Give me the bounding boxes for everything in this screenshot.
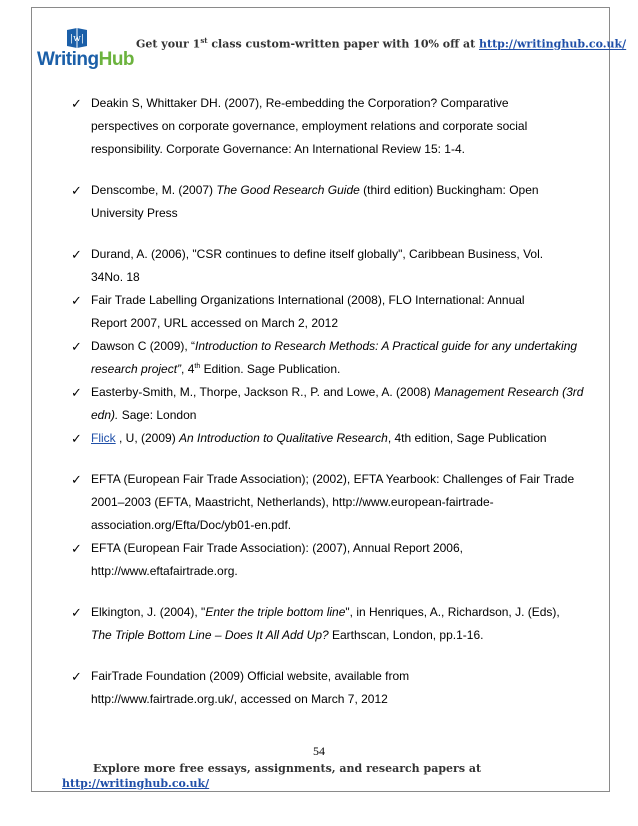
svg-text:|w|: |w| [70, 34, 84, 44]
logo-wordmark [37, 50, 134, 70]
reference-item [71, 601, 606, 647]
ref-title: Enter the triple bottom line [205, 605, 346, 619]
flick-link[interactable]: Flick [91, 431, 116, 445]
reference-item [71, 179, 606, 225]
ref-sup: th [194, 363, 201, 370]
ref-text: ", in Henriques, A., Richardson, J. (Eds), [345, 605, 560, 619]
ref-line [91, 179, 606, 202]
ref-line: Deakin S, Whittaker DH. (2007), Re-embedding the Corporation? Comparative [91, 96, 509, 110]
ref-title: The Good Research Guide [216, 183, 360, 197]
ref-line: University Press [91, 206, 178, 220]
ref-line: responsibility. Corporate Governance: An International Review 15: 1-4. [91, 142, 465, 156]
ref-text: Edition. Sage Publication. [200, 362, 341, 376]
ref-line: Fair Trade Labelling Organizations International (2008), FLO International: Annual [91, 293, 525, 307]
ref-line [91, 404, 606, 427]
checkmark-icon: ✓ [71, 339, 82, 354]
book-logo-icon [64, 26, 90, 50]
header-link[interactable]: http://writinghub.co.uk/ [479, 37, 627, 51]
reference-item [71, 289, 606, 335]
promo-sup: st [200, 36, 208, 45]
checkmark-icon: ✓ [71, 247, 82, 262]
checkmark-icon: ✓ [71, 385, 82, 400]
promo-prefix: Get your 1 [136, 37, 201, 51]
ref-line: FairTrade Foundation (2009) Official website, available from [91, 669, 410, 683]
reference-item [71, 243, 606, 289]
promo-middle: class custom-written paper with 10% off at [207, 37, 480, 51]
ref-text: Elkington, J. (2004), " [91, 605, 206, 619]
reference-item [71, 381, 606, 427]
ref-text: Denscombe, M. (2007) [91, 183, 217, 197]
checkmark-icon: ✓ [71, 183, 82, 198]
ref-line [91, 358, 606, 381]
ref-line: EFTA (European Fair Trade Association); (2002), EFTA Yearbook: Challenges of Fair Trade [91, 472, 575, 486]
ref-line: 2001–2003 (EFTA, Maastricht, Netherlands), http://www.european-fairtrade- [91, 495, 494, 509]
ref-text: , U, (2009) [115, 431, 180, 445]
ref-line: Report 2007, URL accessed on March 2, 2012 [91, 316, 339, 330]
ref-text: , 4 [181, 362, 195, 376]
ref-text: Sage: London [118, 408, 197, 422]
ref-line: http://www.fairtrade.org.uk/, accessed on March 7, 2012 [91, 692, 388, 706]
ref-title: research project” [91, 362, 182, 376]
page-number: 54 [313, 744, 325, 758]
ref-title: Management Research (3rd [434, 385, 584, 399]
ref-line [91, 601, 606, 624]
ref-text: , 4th edition, Sage Publication [387, 431, 547, 445]
ref-title: edn). [91, 408, 119, 422]
logo-writing: Writing [37, 49, 99, 70]
writinghub-logo[interactable] [37, 26, 135, 70]
ref-text: Dawson C (2009), “ [91, 339, 196, 353]
reference-item [71, 537, 606, 583]
footer-text: Explore more free essays, assignments, and research papers at [93, 762, 482, 775]
reference-item [71, 92, 606, 161]
reference-item [71, 468, 606, 537]
ref-line: Durand, A. (2006), "CSR continues to define itself globally", Caribbean Business, Vol. [91, 247, 544, 261]
ref-line: http://www.eftafairtrade.org. [91, 564, 238, 578]
footer-link-wrap [62, 777, 209, 790]
ref-line: 34No. 18 [91, 270, 140, 284]
ref-text: (third edition) Buckingham: Open [359, 183, 539, 197]
ref-line [91, 381, 606, 404]
ref-line: EFTA (European Fair Trade Association): (2007), Annual Report 2006, [91, 541, 463, 555]
reference-item [71, 427, 606, 450]
checkmark-icon: ✓ [71, 541, 82, 556]
ref-text: Earthscan, London, pp.1-16. [328, 628, 484, 642]
logo-hub: Hub [98, 49, 135, 70]
ref-line: association.org/Efta/Doc/yb01-en.pdf. [91, 518, 292, 532]
reference-list [71, 92, 606, 711]
ref-title: An Introduction to Qualitative Research [179, 431, 388, 445]
reference-item [71, 665, 606, 711]
checkmark-icon: ✓ [71, 96, 82, 111]
ref-title: The Triple Bottom Line – Does It All Add Up? [91, 628, 329, 642]
checkmark-icon: ✓ [71, 669, 82, 684]
reference-item [71, 335, 606, 381]
checkmark-icon: ✓ [71, 431, 82, 446]
footer-link[interactable]: http://writinghub.co.uk/ [62, 777, 210, 790]
ref-text: Easterby-Smith, M., Thorpe, Jackson R., P. and Lowe, A. (2008) [91, 385, 435, 399]
ref-line [91, 427, 606, 450]
ref-line [91, 335, 606, 358]
ref-line [91, 624, 606, 647]
header-promo [136, 36, 626, 51]
checkmark-icon: ✓ [71, 472, 82, 487]
ref-title: Introduction to Research Methods: A Practical guide for any undertaking [195, 339, 578, 353]
checkmark-icon: ✓ [71, 293, 82, 308]
ref-line: perspectives on corporate governance, employment relations and corporate social [91, 119, 528, 133]
checkmark-icon: ✓ [71, 605, 82, 620]
